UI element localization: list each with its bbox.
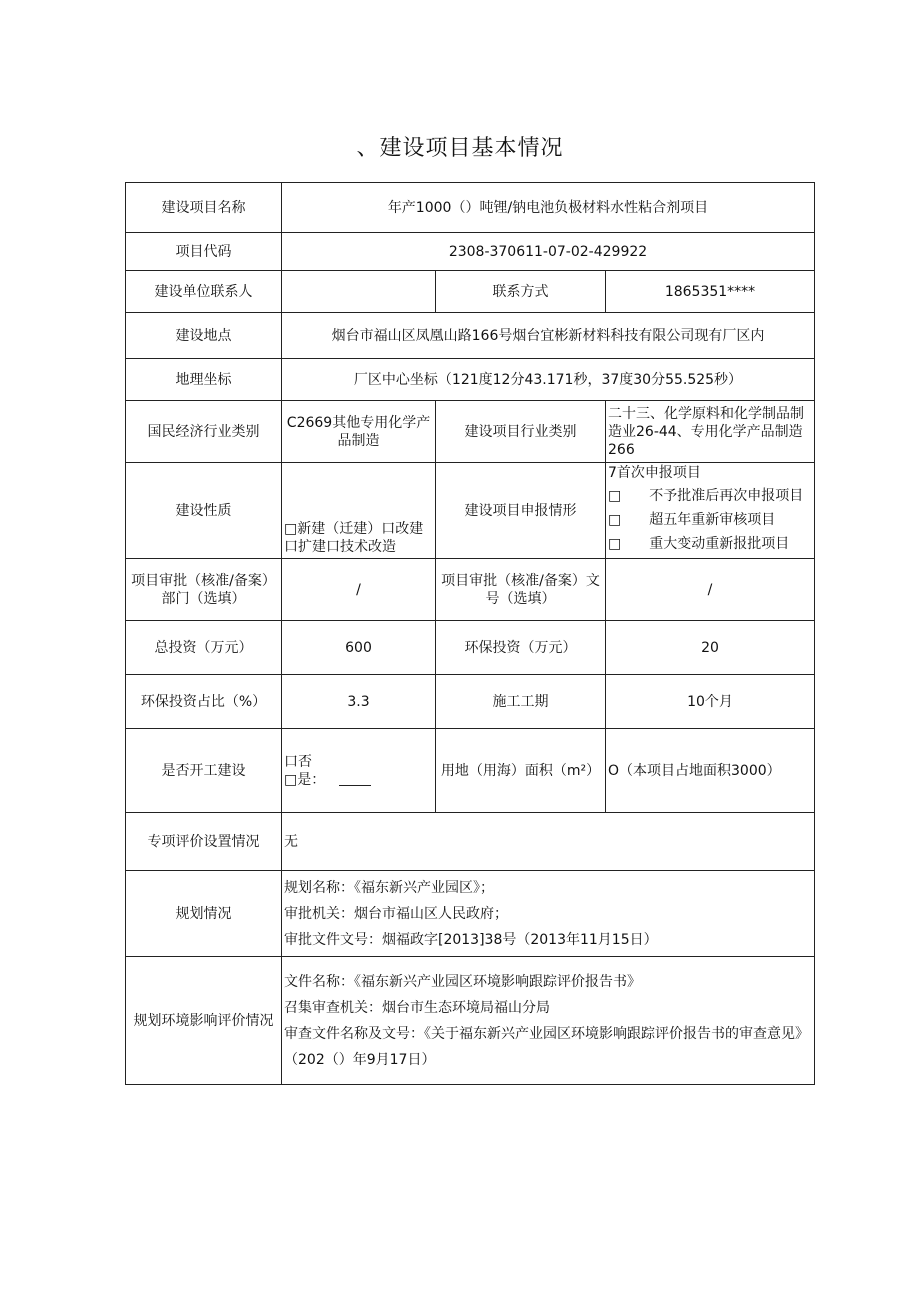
land-area-value: O（本项目占地面积3000） xyxy=(606,729,815,813)
industry-category-value: C2669其他专用化学产品制造 xyxy=(282,401,436,463)
construction-period-label: 施工工期 xyxy=(436,675,606,729)
project-industry-label: 建设项目行业类别 xyxy=(436,401,606,463)
started-option-yes-row xyxy=(284,771,433,789)
nature-label: 建设性质 xyxy=(126,463,282,559)
contact-person-label: 建设单位联系人 xyxy=(126,271,282,313)
contact-method-value: 1865351**** xyxy=(606,271,815,313)
row-project-name xyxy=(126,183,815,233)
row-planning xyxy=(126,871,815,957)
declaration-options xyxy=(606,463,815,559)
planning-eia-label: 规划环境影响评价情况 xyxy=(126,957,282,1085)
env-investment-label: 环保投资（万元） xyxy=(436,621,606,675)
location-value: 烟台市福山区凤凰山路166号烟台宜彬新材料科技有限公司现有厂区内 xyxy=(282,313,815,359)
total-investment-label: 总投资（万元） xyxy=(126,621,282,675)
declaration-label: 建设项目申报情形 xyxy=(436,463,606,559)
nature-options xyxy=(282,463,436,559)
project-code-value: 2308-370611-07-02-429922 xyxy=(282,233,815,271)
contact-method-label: 联系方式 xyxy=(436,271,606,313)
planning-eia-content xyxy=(282,957,815,1085)
started-yes-blank[interactable] xyxy=(339,773,371,786)
started-options xyxy=(282,729,436,813)
row-project-code xyxy=(126,233,815,271)
coordinates-value: 厂区中心坐标（121度12分43.171秒，37度30分55.525秒） xyxy=(282,359,815,401)
planning-content xyxy=(282,871,815,957)
started-option-no[interactable]: 口否 xyxy=(284,753,312,770)
row-contact xyxy=(126,271,815,313)
approval-dept-value: / xyxy=(282,559,436,621)
planning-eia-authority: 召集审查机关：烟台市生态环境局福山分局 xyxy=(284,999,550,1016)
env-ratio-value: 3.3 xyxy=(282,675,436,729)
planning-document: 审批文件文号：烟福政字[2013]38号（2013年11月15日） xyxy=(284,931,658,948)
declaration-option-major-change[interactable]: □ 重大变动重新报批项目 xyxy=(608,536,790,552)
planning-name: 规划名称：《福东新兴产业园区》； xyxy=(284,879,494,896)
row-location xyxy=(126,313,815,359)
planning-label: 规划情况 xyxy=(126,871,282,957)
planning-eia-file-name: 文件名称：《福东新兴产业园区环境影响跟踪评价报告书》 xyxy=(284,973,641,990)
contact-person-value xyxy=(282,271,436,313)
planning-authority: 审批机关：烟台市福山区人民政府； xyxy=(284,905,508,922)
approval-doc-label: 项目审批（核准/备案）文号（选填） xyxy=(436,559,606,621)
nature-option-line2[interactable]: 口扩建口技术改造 xyxy=(284,539,396,555)
project-industry-value: 二十三、化学原料和化学制品制造业26-44、专用化学产品制造266 xyxy=(606,401,815,463)
land-area-label: 用地（用海）面积（m²） xyxy=(436,729,606,813)
env-ratio-label: 环保投资占比（%） xyxy=(126,675,282,729)
declaration-option-five-year[interactable]: □ 超五年重新审核项目 xyxy=(608,512,776,528)
row-coordinates xyxy=(126,359,815,401)
row-nature xyxy=(126,463,815,559)
row-approval xyxy=(126,559,815,621)
env-investment-value: 20 xyxy=(606,621,815,675)
industry-category-label: 国民经济行业类别 xyxy=(126,401,282,463)
row-ratio xyxy=(126,675,815,729)
started-option-yes[interactable]: □是： xyxy=(284,771,326,788)
total-investment-value: 600 xyxy=(282,621,436,675)
project-name-value: 年产1000（）吨锂/钠电池负极材料水性粘合剂项目 xyxy=(282,183,815,233)
coordinates-label: 地理坐标 xyxy=(126,359,282,401)
row-industry xyxy=(126,401,815,463)
page-title: 、建设项目基本情况 xyxy=(356,136,564,161)
location-label: 建设地点 xyxy=(126,313,282,359)
nature-option-line1[interactable]: □新建（迁建）口改建 xyxy=(284,521,424,537)
row-investment xyxy=(126,621,815,675)
construction-period-value: 10个月 xyxy=(606,675,815,729)
declaration-option-resubmit[interactable]: □ 不予批准后再次申报项目 xyxy=(608,488,804,504)
approval-doc-value: / xyxy=(606,559,815,621)
project-info-table xyxy=(125,182,815,1085)
row-started xyxy=(126,729,815,813)
started-label: 是否开工建设 xyxy=(126,729,282,813)
project-code-label: 项目代码 xyxy=(126,233,282,271)
special-eval-value: 无 xyxy=(282,813,815,871)
row-planning-eia xyxy=(126,957,815,1085)
project-name-label: 建设项目名称 xyxy=(126,183,282,233)
planning-eia-document: 审查文件名称及文号：《关于福东新兴产业园区环境影响跟踪评价报告书的审查意见》（202（）年9月17日） xyxy=(284,1025,809,1068)
approval-dept-label: 项目审批（核准/备案）部门（选填） xyxy=(126,559,282,621)
special-eval-label: 专项评价设置情况 xyxy=(126,813,282,871)
declaration-option-first[interactable]: 7首次申报项目 xyxy=(608,465,701,481)
row-special-eval xyxy=(126,813,815,871)
